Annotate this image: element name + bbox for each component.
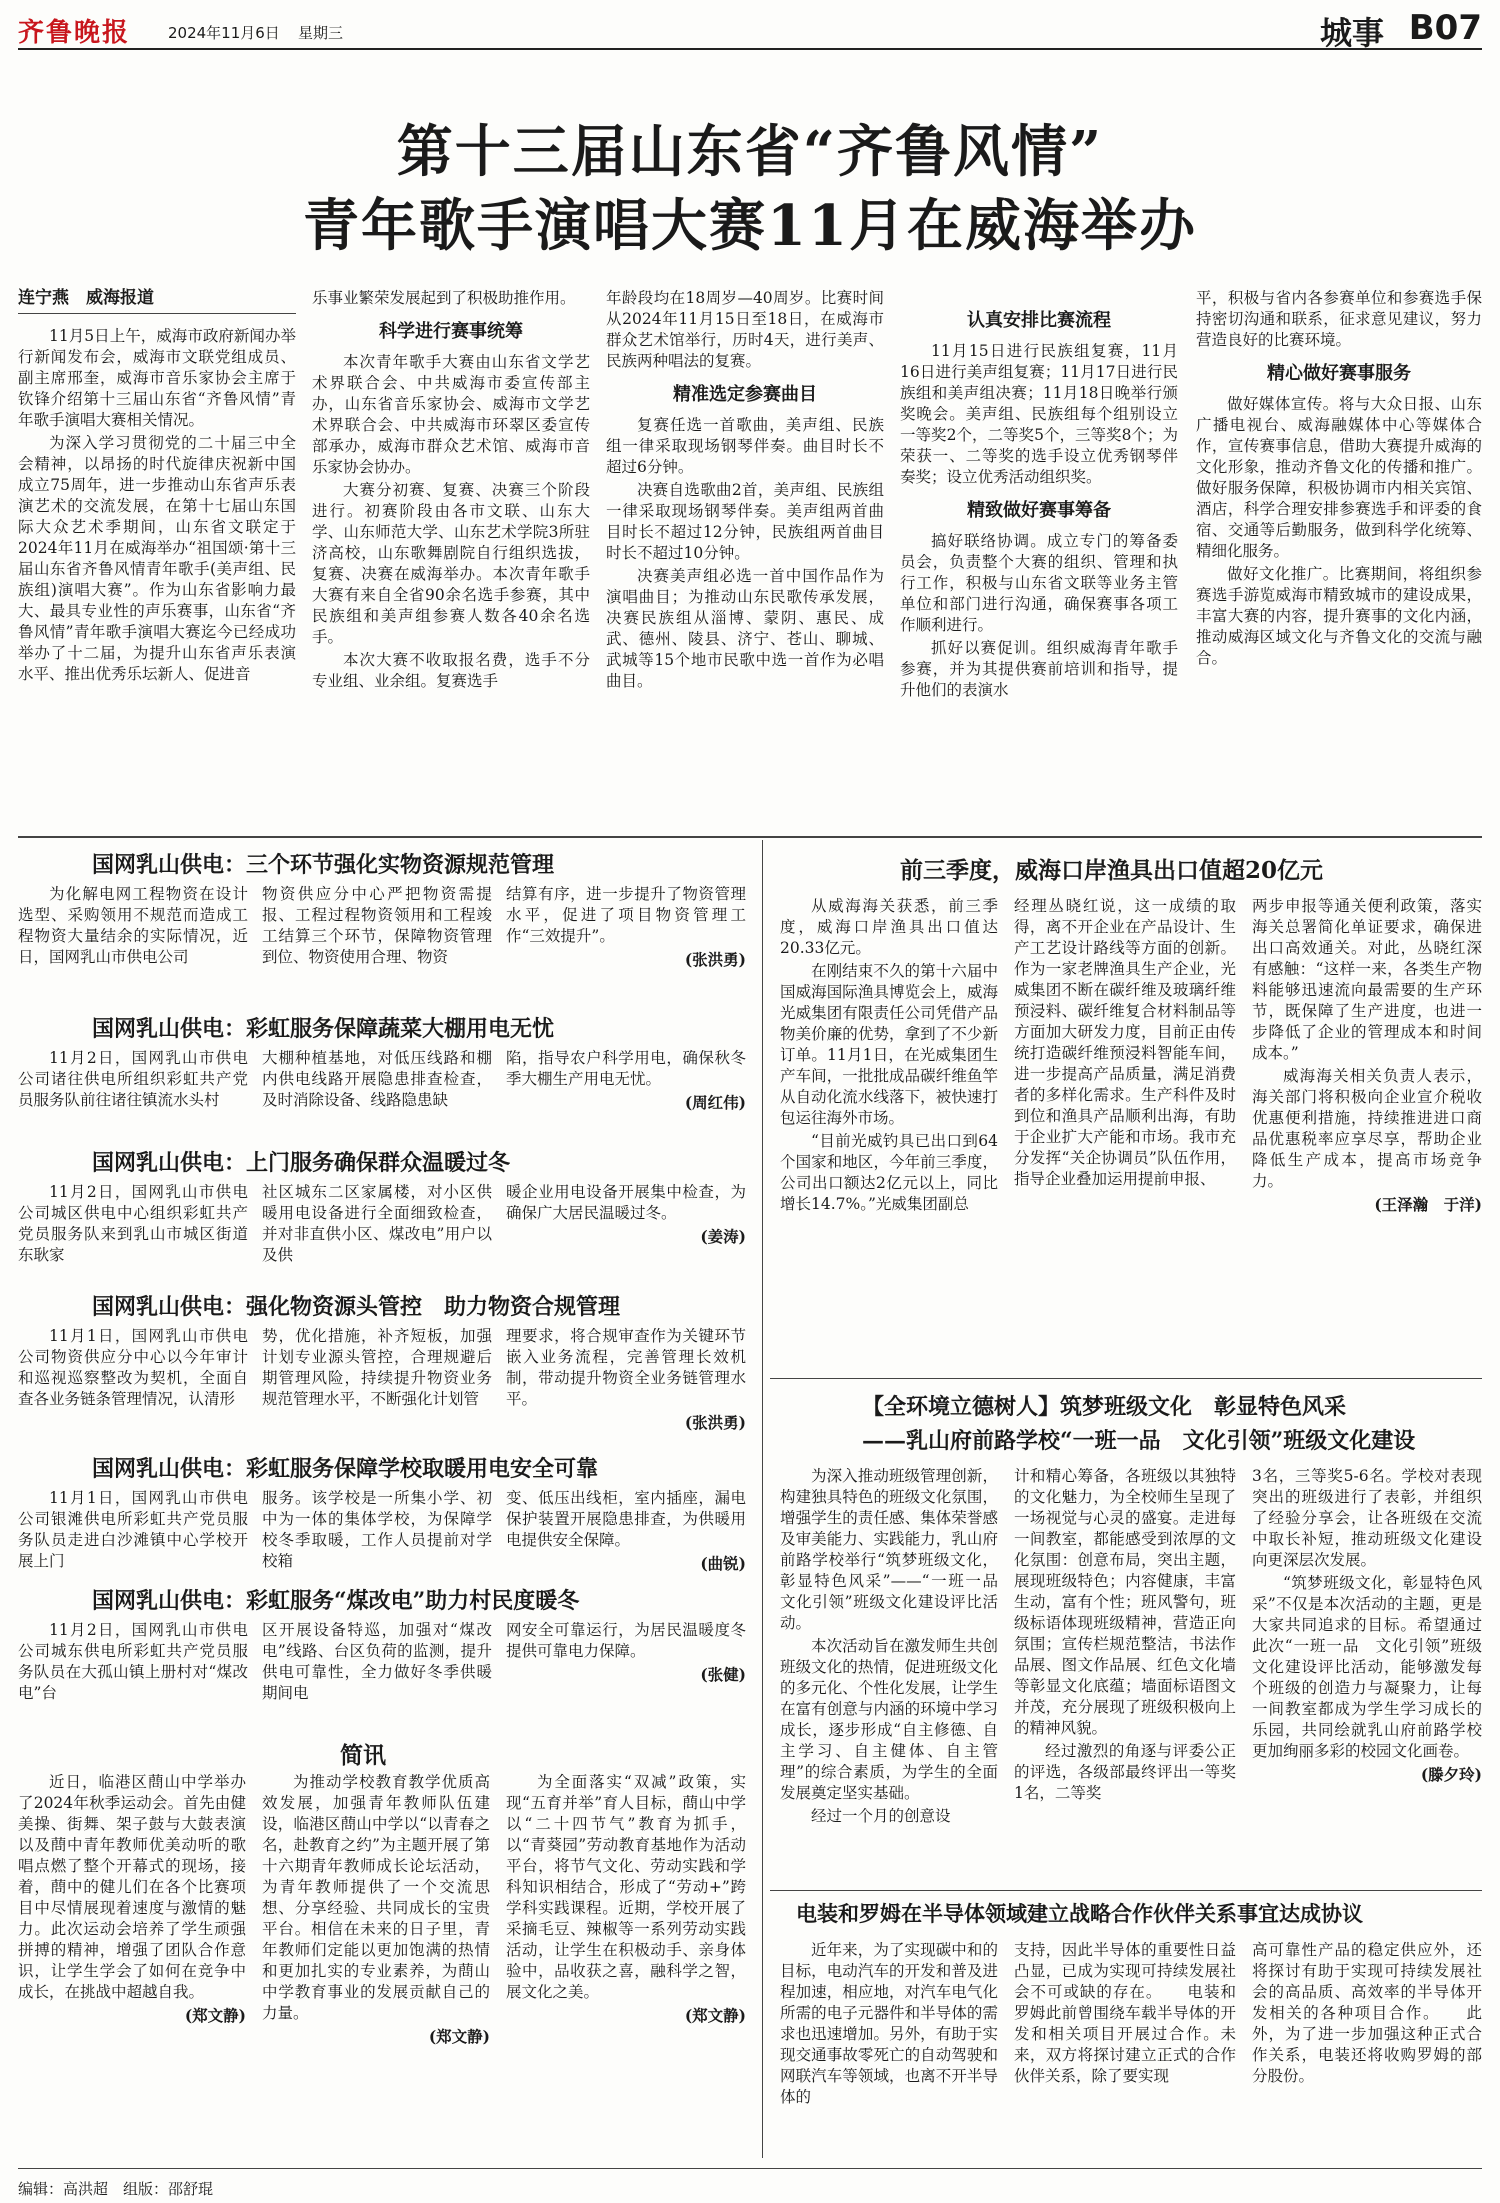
school-para: “筑梦班级文化，彰显特色风采”不仅是本次活动的主题，更是大家共同追求的目标。希望通过此次“一班一品 文化引领”班级文化建设评比活动，能够激发每个班级的创造力与凝聚力，让每一间教室都成为学生学习成长的乐园，共同绘就乳山府前路学校更加绚丽多彩的校园文化画卷。 <box>1252 1574 1482 1760</box>
brief-col <box>18 1488 248 1588</box>
jianxun-title: 简讯 <box>340 1742 386 1769</box>
jianxun-col-3 <box>506 1772 746 2157</box>
brief-para: 大棚种植基地，对低压线路和棚内供电线路开展隐患排查检查，及时消除设备、线路隐患缺 <box>262 1049 492 1109</box>
lead-para: 年龄段均在18周岁—40周岁。比赛时间从2024年11月15日至18日，在威海市群众艺术馆举行，历时4天，进行美声、民族两种唱法的复赛。 <box>606 289 884 370</box>
lead-para: 决赛自选歌曲2首，美声组、民族组一律采取现场钢琴伴奏。美声组两首曲目时长不超过12分钟，民族组两首曲目时长不超过10分钟。 <box>606 481 884 562</box>
footer-credits: 编辑：高洪超 组版：邵舒琨 <box>18 2180 214 2198</box>
brief-title: 国网乳山供电：上门服务确保群众温暖过冬 <box>92 1150 511 1176</box>
brief-author: (姜涛) <box>700 1227 746 1246</box>
lead-col-4 <box>900 288 1178 813</box>
port-author: (王泽瀚 于洋) <box>1374 1195 1482 1214</box>
brief-para: 变、低压出线柜，室内插座，漏电保护装置开展隐患排查，为供暖用电提供安全保障。 <box>506 1489 746 1549</box>
lead-para: 决赛美声组必选一首中国作品作为演唱曲目；为推动山东民歌传承发展，决赛民族组从淄博、蒙阴、惠民、成武、德州、陵县、济宁、苍山、聊城、武城等15个地市民歌中选一首作为必唱曲目。 <box>606 567 884 690</box>
jianxun-col-1 <box>18 1772 246 2157</box>
brief-author: (周红伟) <box>684 1093 746 1112</box>
brief-title: 国网乳山供电：强化物资源头管控 助力物资合规管理 <box>92 1294 621 1320</box>
brief-author: (张健) <box>700 1665 746 1684</box>
brief-col <box>18 1048 248 1156</box>
brief-col <box>506 1182 746 1294</box>
jianxun-col-2 <box>262 1772 490 2157</box>
lead-para: 乐事业繁荣发展起到了积极助推作用。 <box>312 289 576 307</box>
section-divider <box>770 1378 1482 1379</box>
brief-para: 11月1日，国网乳山市供电公司物资供应分中心以今年审计和巡视巡察整改为契机，全面自查各业务链条管理情况，认清形 <box>18 1327 248 1408</box>
issue-date: 2024年11月6日 <box>168 24 280 42</box>
brief-para: 暖企业用电设备开展集中检查，为确保广大居民温暖过冬。 <box>506 1183 746 1222</box>
brief-col <box>262 1048 492 1156</box>
brief-para: 11月1日，国网乳山市供电公司银滩供电所彩虹共产党员服务队员走进白沙滩镇中心学校开展上门 <box>18 1489 248 1570</box>
port-col-2 <box>1014 896 1236 1366</box>
brief-col <box>506 1048 746 1156</box>
brief-para: 11月2日，国网乳山市供电公司诸往供电所组织彩虹共产党员服务队前往诸往镇流水头村 <box>18 1049 248 1109</box>
lead-subhead: 精心做好赛事服务 <box>1267 363 1411 384</box>
school-col-3 <box>1252 1466 1482 1876</box>
lead-col-1 <box>18 288 296 813</box>
page-number: B07 <box>1408 8 1482 48</box>
brief-col <box>18 1620 248 1744</box>
issue-weekday: 星期三 <box>298 24 344 42</box>
jianxun-para: 为推动学校教育教学优质高效发展，加强青年教师队伍建设，临港区蔄山中学以“以青春之名，赴教育之约”为主题开展了第十六期青年教师成长论坛活动，为青年教师提供了一个交流思想、分享经验、共同成长的宝贵平台。相信在未来的日子里，青年教师们定能以更加饱满的热情和更加扎实的专业素养，为蔄山中学教育事业的发展贡献自己的力量。 <box>262 1773 490 2022</box>
school-subtitle: ——乳山府前路学校“一班一品 文化引领”班级文化建设 <box>862 1428 1416 1454</box>
lead-byline: 连宁燕 威海报道 <box>18 288 296 314</box>
brief-col <box>262 1488 492 1588</box>
page-header <box>18 8 1482 50</box>
lead-para: 11月5日上午，威海市政府新闻办举行新闻发布会，威海市文联党组成员、副主席邢奎，威海市音乐家协会主席于钦锋介绍第十三届山东省“齐鲁风情”青年歌手演唱大赛相关情况。 <box>18 327 296 429</box>
school-para: 计和精心筹备，各班级以其独特的文化魅力，为全校师生呈现了一场视觉与心灵的盛宴。走进每一间教室，都能感受到浓厚的文化氛围：创意布局，突出主题，展现班级特色；内容健康，丰富生动，富有个性；班风警句，班级标语体现班级精神，营造正向氛围；宣传栏规范整洁，书法作品展、图文作品展、红色文化墙等彰显文化底蕴；墙面标语图文并茂，充分展现了班级积极向上的精神风貌。 <box>1014 1467 1236 1737</box>
lead-subhead: 精致做好赛事筹备 <box>967 500 1111 521</box>
brief-title: 国网乳山供电：彩虹服务保障学校取暖用电安全可靠 <box>92 1456 599 1482</box>
lead-title-line1: 第十三届山东省“齐鲁风情” <box>396 119 1104 185</box>
port-para: 两步申报等通关便利政策，落实海关总署简化单证要求，确保进出口高效通关。对此，丛晓红深有感触：“这样一来，各类生产物料能够迅速流向最需要的生产环节，既保障了生产进度，也进一步降低了企业的管理成本和时间成本。” <box>1252 897 1482 1062</box>
brief-para: 理要求，将合规审查作为关键环节嵌入业务流程，完善管理长效机制，带动提升物资全业务链管理水平。 <box>506 1327 746 1408</box>
jianxun-author: (郑文静) <box>184 2006 246 2025</box>
brief-para: 结算有序，进一步提升了物资管理水平，促进了项目物资管理工作“三效提升”。 <box>506 885 746 945</box>
brief-para: 陷，指导农户科学用电，确保秋冬季大棚生产用电无忧。 <box>506 1049 746 1088</box>
brief-col <box>506 1620 746 1744</box>
lead-col-5 <box>1196 288 1482 813</box>
chip-para: 支持，因此半导体的重要性日益凸显，已成为实现可持续发展社会不可或缺的存在。 电装和罗姆此前曾围绕车载半导体的开发和相关项目开展过合作。未来，双方将探讨建立正式的合作伙伴关系，除了要实现 <box>1014 1941 1236 2085</box>
brief-para: 11月2日，国网乳山市供电公司城区供电中心组织彩虹共产党员服务队来到乳山市城区街道东耿家 <box>18 1183 248 1264</box>
lead-col-2 <box>312 288 590 813</box>
jianxun-para: 为全面落实“双减”政策，实现“五育并举”育人目标，蔄山中学以“二十四节气”教育为抓手，以“青葵园”劳动教育基地作为活动平台，将节气文化、劳动实践和学科知识相结合，形成了“劳动+”跨学科实践课程。近期，学校开展了采摘毛豆、辣椒等一系列劳动实践活动，让学生在积极动手、亲身体验中，品收获之喜，融科学之智，展文化之美。 <box>506 1773 746 2001</box>
chip-col-2 <box>1014 1940 1236 2158</box>
jianxun-para: 近日，临港区蔄山中学举办了2024年秋季运动会。首先由健美操、街舞、架子鼓与大鼓表演以及蔄中青年教师优美动听的歌唱点燃了整个开幕式的现场，接着，蔄中的健儿们在各个比赛项目中尽情展现着速度与激情的魅力。此次运动会培养了学生顽强拼搏的精神，增强了团队合作意识，让学生学会了如何在竞争中成长，在挑战中超越自我。 <box>18 1773 246 2001</box>
brief-col <box>18 1326 248 1454</box>
brief-author: (张洪勇) <box>684 950 746 969</box>
brief-para: 区开展设备特巡，加强对“煤改电”线路、台区负荷的监测，提升供电可靠性，全力做好冬季供暖期间电 <box>262 1621 492 1702</box>
school-para: 经过激烈的角逐与评委公正的评选，各级部最终评出一等奖1名，二等奖 <box>1014 1742 1236 1802</box>
port-para: 威海海关相关负责人表示，海关部门将积极向企业宣介税收优惠便利措施，持续推进进口商品优惠税率应享尽享，帮助企业降低生产成本，提高市场竞争力。 <box>1252 1067 1482 1190</box>
brief-col <box>506 884 746 1014</box>
brief-col <box>262 884 492 1014</box>
lead-para: 抓好以赛促训。组织威海青年歌手参赛，并为其提供赛前培训和指导，提升他们的表演水 <box>900 639 1178 699</box>
school-para: 本次活动旨在激发师生共创班级文化的热情，促进班级文化的多元化、个性化发展，让学生在富有创意与内涵的环境中学习成长，逐步形成“自主修德、自主学习、自主健体、自主管理”的综合素质，为学生的全面发展奠定坚实基础。 <box>780 1637 998 1802</box>
school-para: 3名，三等奖5-6名。学校对表现突出的班级进行了表彰，并组织了经验分享会，让各班级在交流中取长补短，推动班级文化建设向更深层次发展。 <box>1252 1467 1482 1569</box>
lead-para: 做好文化推广。比赛期间，将组织参赛选手游览威海市精致城市的建设成果，丰富大赛的内容，提升赛事的文化内涵，推动威海区域文化与齐鲁文化的交流与融合。 <box>1196 565 1482 667</box>
lead-para: 搞好联络协调。成立专门的筹备委员会，负责整个大赛的组织、管理和执行工作，积极与山东省文联等业务主管单位和部门进行沟通，确保赛事各项工作顺利进行。 <box>900 532 1178 634</box>
column-divider <box>762 840 763 2158</box>
lead-title-line2: 青年歌手演唱大赛11月在威海举办 <box>303 193 1197 259</box>
brief-col <box>18 884 248 1014</box>
brief-col <box>262 1620 492 1744</box>
brief-title: 国网乳山供电：三个环节强化实物资源规范管理 <box>92 852 555 878</box>
brief-col <box>262 1182 492 1294</box>
section-divider <box>18 836 1482 838</box>
lead-para: 11月15日进行民族组复赛，11月16日进行美声组复赛；11月17日进行民族组和美声组决赛；11月18日晚举行颁奖晚会。美声组、民族组每个组别设立一等奖2个，二等奖5个，三等奖8个；为荣获一、二等奖的选手设立优秀钢琴伴奏奖；设立优秀活动组织奖。 <box>900 342 1178 486</box>
brief-para: 网安全可靠运行，为居民温暖度冬提供可靠电力保障。 <box>506 1621 746 1660</box>
masthead-logo: 齐鲁晚报 <box>18 18 131 48</box>
footer-divider <box>18 2168 1482 2169</box>
school-author: (滕夕玲) <box>1420 1765 1482 1784</box>
lead-col-3 <box>606 288 884 813</box>
port-para: 从威海海关获悉，前三季度，威海口岸渔具出口值达20.33亿元。 <box>780 897 998 957</box>
school-title: 【全环境立德树人】筑梦班级文化 彰显特色风采 <box>862 1394 1347 1420</box>
lead-subhead: 认真安排比赛流程 <box>967 310 1111 331</box>
school-para: 为深入推动班级管理创新，构建独具特色的班级文化氛围，增强学生的责任感、集体荣誉感及审美能力、实践能力，乳山府前路学校举行“筑梦班级文化，彰显特色风采”——“一班一品 文化引领”班级文化建设评比活动。 <box>780 1467 1014 1632</box>
brief-col <box>262 1326 492 1454</box>
chip-title: 电装和罗姆在半导体领域建立战略合作伙伴关系事宜达成协议 <box>796 1901 1363 1926</box>
section-name: 城事 <box>1319 14 1384 52</box>
lead-para: 大赛分初赛、复赛、决赛三个阶段进行。初赛阶段由各市文联、山东大学、山东师范大学、山东艺术学院3所驻济高校，山东歌舞剧院自行组织选拔，复赛、决赛在威海举办。本次青年歌手大赛有来自全省90余名选手参赛，其中民族组和美声组参赛人数各40余名选手。 <box>312 481 590 646</box>
lead-para: 本次大赛不收取报名费，选手不分专业组、业余组。复赛选手 <box>312 651 590 690</box>
section-divider <box>770 1890 1482 1891</box>
port-col-1 <box>780 896 998 1366</box>
port-para: “目前光威钓具已出口到64个国家和地区，今年前三季度，公司出口额达2亿元以上，同比增长14.7%。”光威集团副总 <box>780 1132 998 1213</box>
brief-para: 11月2日，国网乳山市供电公司城东供电所彩虹共产党员服务队员在大孤山镇上册村对“煤改电”台 <box>18 1621 248 1702</box>
brief-para: 为化解电网工程物资在设计选型、采购领用不规范而造成工程物资大量结余的实际情况，近日，国网乳山市供电公司 <box>18 885 248 966</box>
lead-para: 复赛任选一首歌曲，美声组、民族组一律采取现场钢琴伴奏。曲目时长不超过6分钟。 <box>606 416 884 476</box>
chip-col-1 <box>780 1940 998 2158</box>
brief-col <box>506 1488 746 1588</box>
lead-para: 本次青年歌手大赛由山东省文学艺术界联合会、中共威海市委宣传部主办，山东省音乐家协会、威海市文学艺术界联合会、中共威海市环翠区委宣传部承办，威海市群众艺术馆、威海市音乐家协会协办。 <box>312 353 590 476</box>
chip-para: 近年来，为了实现碳中和的目标，电动汽车的开发和普及进程加速，相应地，对汽车电气化所需的电子元器件和半导体的需求也迅速增加。另外，有助于实现交通事故零死亡的自动驾驶和网联汽车等领域，也离不开半导体的 <box>780 1941 998 2106</box>
school-col-1 <box>780 1466 1014 1876</box>
port-para: 在刚结束不久的第十六届中国威海国际渔具博览会上，威海光威集团有限责任公司凭借产品物美价廉的优势，拿到了不少新订单。11月1日，在光威集团生产车间，一批批成品碳纤维鱼竿从自动化流水线落下，被快速打包运往海外市场。 <box>780 962 998 1127</box>
brief-para: 物资供应分中心严把物资需提报、工程过程物资领用和工程竣工结算三个环节，保障物资管理到位、物资使用合理、物资 <box>262 885 492 966</box>
school-para: 经过一个月的创意设 <box>811 1807 951 1825</box>
brief-title: 国网乳山供电：彩虹服务“煤改电”助力村民度暖冬 <box>92 1588 580 1614</box>
chip-para: 高可靠性产品的稳定供应外，还将探讨有助于实现可持续发展社会的高品质、高效率的半导体开发相关的各种项目合作。 此外，为了进一步加强这种正式合作关系，电装还将收购罗姆的部分股份。 <box>1252 1941 1482 2085</box>
port-col-3 <box>1252 896 1482 1366</box>
chip-col-3 <box>1252 1940 1482 2158</box>
brief-author: (张洪勇) <box>684 1413 746 1432</box>
lead-subhead: 科学进行赛事统筹 <box>379 321 523 342</box>
brief-para: 势，优化措施，补齐短板，加强计划专业源头管控，合理规避后期管理风险，持续提升物资业务规范管理水平，不断强化计划管 <box>262 1327 492 1408</box>
brief-para: 服务。该学校是一所集小学、初中为一体的集体学校，为保障学校冬季取暖，工作人员提前对学校箱 <box>262 1489 492 1570</box>
school-col-2 <box>1014 1466 1236 1876</box>
brief-col <box>18 1182 248 1294</box>
brief-author: (曲锐) <box>700 1554 746 1573</box>
brief-title: 国网乳山供电：彩虹服务保障蔬菜大棚用电无忧 <box>92 1016 555 1042</box>
jianxun-author: (郑文静) <box>428 2027 490 2046</box>
jianxun-author: (郑文静) <box>684 2006 746 2025</box>
lead-para: 为深入学习贯彻党的二十届三中全会精神，以昂扬的时代旋律庆祝新中国成立75周年，进一步推动山东省声乐表演艺术的交流发展，在第十七届山东国际大众艺术季期间，山东省文联定于2024年11月在威海举办“祖国颂·第十三届山东省齐鲁风情青年歌手(美声组、民族组)演唱大赛”。作为山东省影响力最大、最具专业性的声乐赛事，山东省“齐鲁风情”青年歌手演唱大赛迄今已经成功举办了十二届，为提升山东省声乐表演水平、推出优秀乐坛新人、促进音 <box>18 434 296 683</box>
lead-para: 做好媒体宣传。将与大众日报、山东广播电视台、威海融媒体中心等媒体合作，宣传赛事信息，借助大赛提升威海的文化形象，推动齐鲁文化的传播和推广。做好服务保障，积极协调市内相关宾馆、酒店，科学合理安排参赛选手和评委的食宿、交通等后勤服务，做到科学化统筹、精细化服务。 <box>1196 395 1482 560</box>
lead-subhead: 精准选定参赛曲目 <box>673 384 817 405</box>
port-para: 经理丛晓红说，这一成绩的取得，离不开企业在产品设计、生产工艺设计路线等方面的创新。作为一家老牌渔具生产企业，光威集团不断在碳纤维及玻璃纤维预浸料、碳纤维复合材料制品等方面加大研发力度，目前正由传统打造碳纤维预浸料智能车间，进一步提高产品质量，满足消费者的多样化需求。生产科件及时到位和渔具产品顺利出海，有助于企业扩大产能和市场。我市充分发挥“关企协调员”队伍作用，指导企业叠加运用提前申报、 <box>1014 897 1236 1188</box>
lead-para: 平，积极与省内各参赛单位和参赛选手保持密切沟通和联系，征求意见建议，努力营造良好的比赛环境。 <box>1196 289 1482 349</box>
brief-col <box>506 1326 746 1454</box>
port-title: 前三季度，威海口岸渔具出口值超20亿元 <box>900 857 1324 884</box>
brief-para: 社区城东二区家属楼，对小区供暖用电设备进行全面细致检查，并对非直供小区、煤改电”用户以及供 <box>262 1183 492 1264</box>
